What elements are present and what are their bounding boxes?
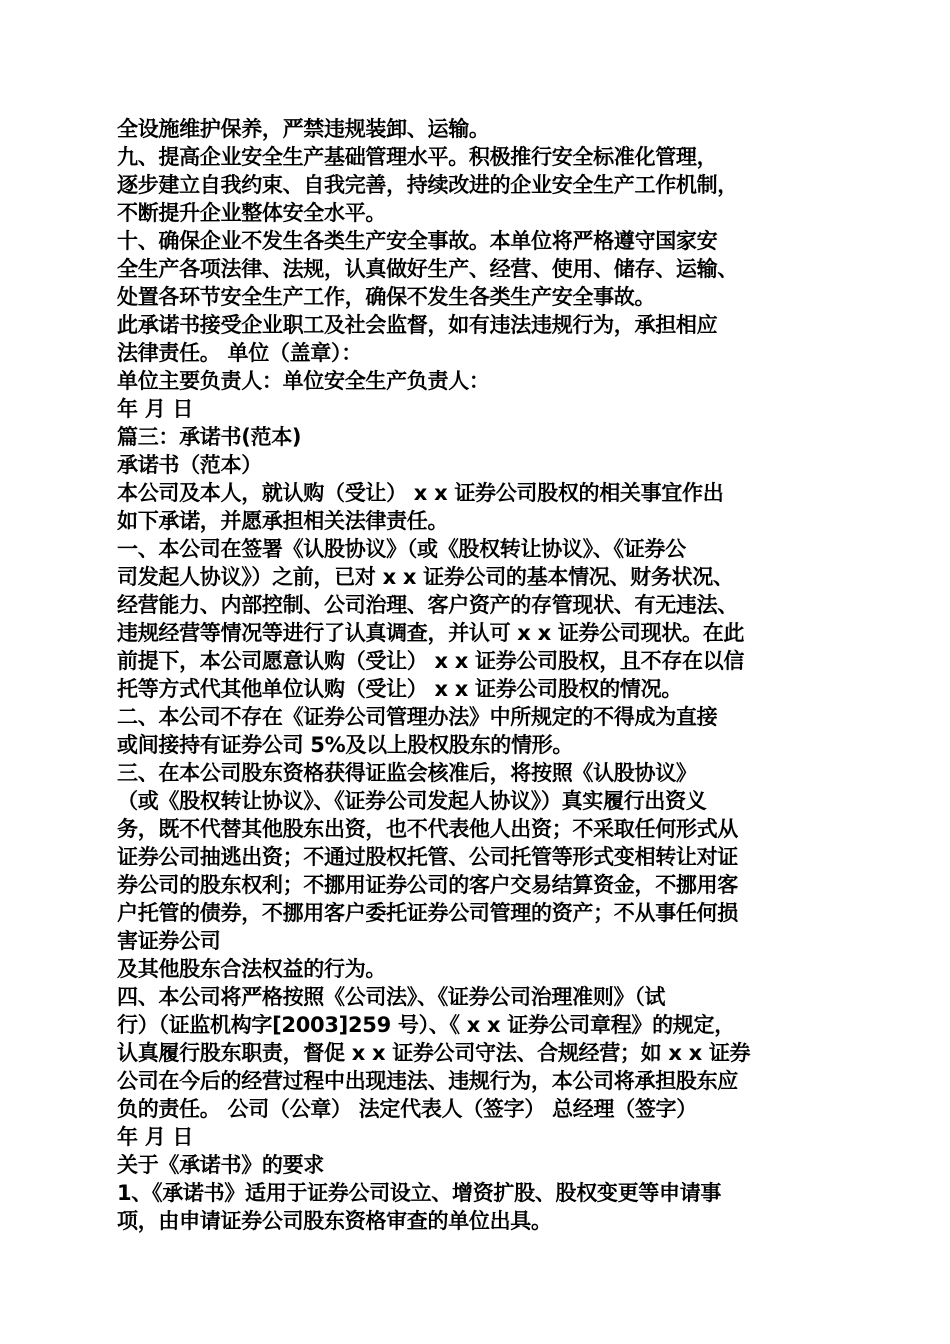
text-line: 本公司及本人，就认购（受让） x x 证券公司股权的相关事宜作出 (117, 481, 724, 505)
text-line: 年 月 日 (117, 397, 194, 421)
text-line: 单位主要负责人：单位安全生产负责人： (117, 369, 490, 393)
text-line: 证券公司抽逃出资；不通过股权托管、公司托管等形式变相转让对证 (117, 845, 738, 869)
text-line: 九、提高企业安全生产基础管理水平。积极推行安全标准化管理， (117, 145, 718, 169)
text-line: 认真履行股东职责，督促 x x 证券公司守法、合规经营；如 x x 证券 (117, 1041, 751, 1065)
text-line: 逐步建立自我约束、自我完善，持续改进的企业安全生产工作机制， (117, 173, 738, 197)
text-line: 及其他股东合法权益的行为。 (117, 957, 387, 981)
text-line: 经营能力、内部控制、公司治理、客户资产的存管现状、有无违法、 (117, 593, 738, 617)
text-line: 害证券公司 (117, 929, 221, 953)
document-title: 承诺书（范本） (117, 453, 262, 477)
text-line: 全生产各项法律、法规，认真做好生产、经营、使用、储存、运输、 (117, 257, 738, 281)
text-line: 行）（证监机构字[2003]259 号）、《 x x 证券公司章程》的规定， (117, 1013, 735, 1037)
text-line: 年 月 日 (117, 1125, 194, 1149)
text-line: 托等方式代其他单位认购（受让） x x 证券公司股权的情况。 (117, 677, 683, 701)
text-line: 十、确保企业不发生各类生产安全事故。本单位将严格遵守国家安 (117, 229, 718, 253)
text-line: 项，由申请证券公司股东资格审查的单位出具。 (117, 1209, 552, 1233)
text-line: 公司在今后的经营过程中出现违法、违规行为，本公司将承担股东应 (117, 1069, 738, 1093)
document-body (117, 115, 837, 1235)
section-heading: 篇三：承诺书(范本) (117, 425, 302, 449)
text-line: 司发起人协议》）之前，已对 x x 证券公司的基本情况、财务状况、 (117, 565, 734, 589)
text-line: 法律责任。 单位（盖章）： (117, 341, 362, 365)
text-line: 二、本公司不存在《证券公司管理办法》中所规定的不得成为直接 (117, 705, 718, 729)
text-line: 户托管的债券，不挪用客户委托证券公司管理的资产；不从事任何损 (117, 901, 738, 925)
text-line: 负的责任。 公司（公章） 法定代表人（签字） 总经理（签字） (117, 1097, 697, 1121)
section-heading: 关于《承诺书》的要求 (117, 1153, 324, 1177)
text-line: 三、在本公司股东资格获得证监会核准后，将按照《认股协议》 (117, 761, 697, 785)
text-line: 违规经营等情况等进行了认真调查，并认可 x x 证券公司现状。在此 (117, 621, 745, 645)
text-line: 不断提升企业整体安全水平。 (117, 201, 387, 225)
text-line: 处置各环节安全生产工作，确保不发生各类生产安全事故。 (117, 285, 656, 309)
text-line: （或《股权转让协议》、《证券公司发起人协议》）真实履行出资义 (117, 789, 707, 813)
text-line: 一、本公司在签署《认股协议》（或《股权转让协议》、《证券公 (117, 537, 686, 561)
text-line: 券公司的股东权利；不挪用证券公司的客户交易结算资金，不挪用客 (117, 873, 738, 897)
text-line: 务，既不代替其他股东出资，也不代表他人出资；不采取任何形式从 (117, 817, 738, 841)
text-line: 四、本公司将严格按照《公司法》、《证券公司治理准则》（试 (117, 985, 666, 1009)
text-line: 如下承诺，并愿承担相关法律责任。 (117, 509, 449, 533)
text-line: 全设施维护保养，严禁违规装卸、运输。 (117, 117, 490, 141)
text-line: 前提下，本公司愿意认购（受让） x x 证券公司股权，且不存在以信 (117, 649, 745, 673)
text-line: 1、《承诺书》适用于证券公司设立、增资扩股、股权变更等申请事 (117, 1181, 722, 1205)
text-line: 此承诺书接受企业职工及社会监督，如有违法违规行为，承担相应 (117, 313, 718, 337)
text-line: 或间接持有证券公司 5%及以上股权股东的情形。 (117, 733, 574, 757)
